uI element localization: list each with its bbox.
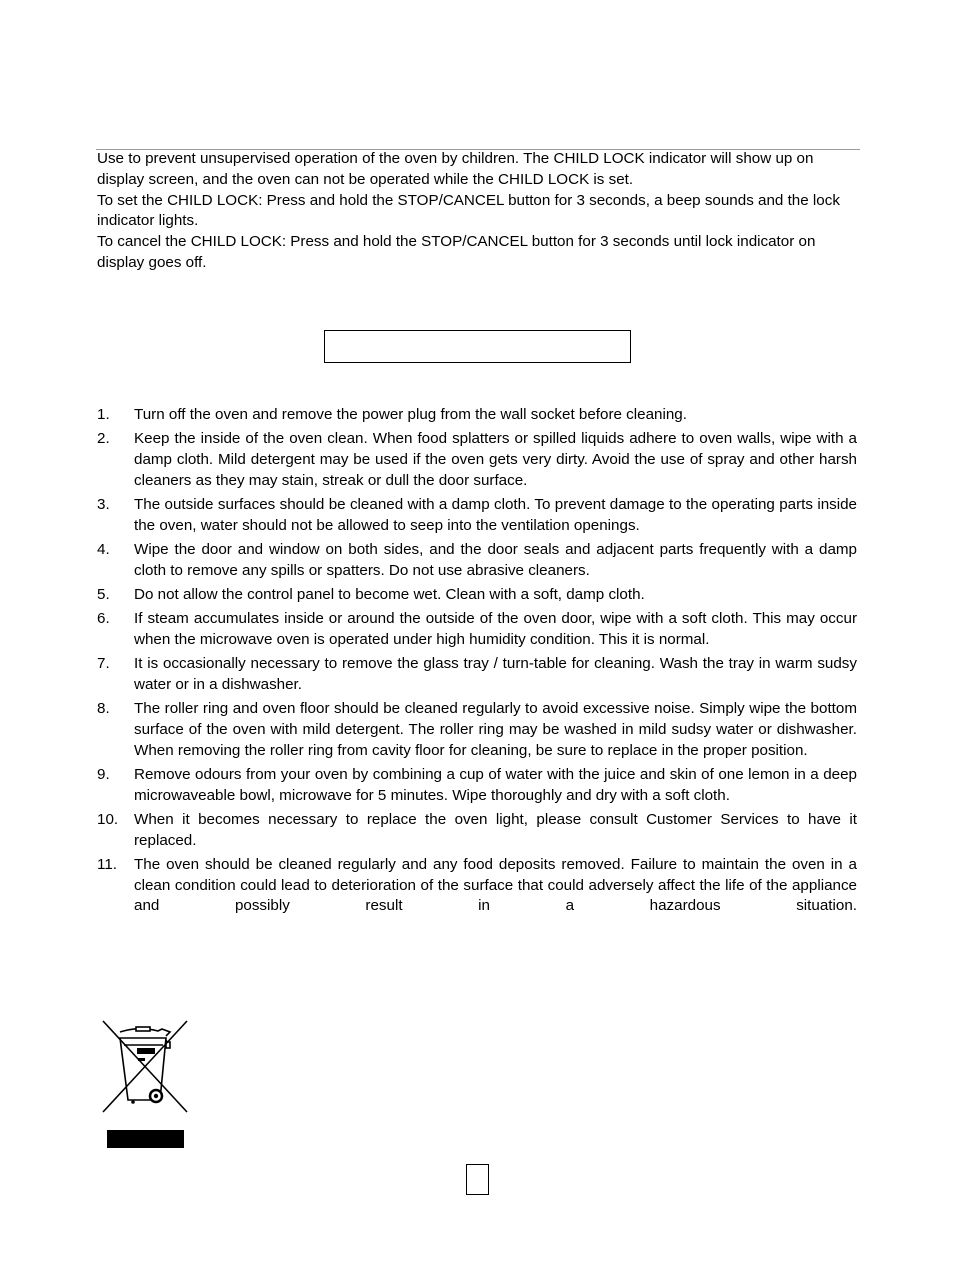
list-item: [97, 495, 857, 537]
list-item-text: When it becomes necessary to replace the oven light, please consult Customer Services to have it replaced.: [134, 810, 857, 849]
list-item-text: Remove odours from your oven by combining a cup of water with the juice and skin of one lemon in a deep microwaveable bowl, microwave for 5 minutes. Wipe thoroughly and dry with a soft cloth.: [134, 765, 857, 804]
list-item: [97, 405, 857, 426]
list-item-number: 9.: [97, 765, 110, 783]
crossed-out-wheelie-bin-icon: [100, 1018, 190, 1114]
list-item-number: 4.: [97, 540, 110, 558]
list-item: [97, 855, 857, 917]
list-item: [97, 810, 857, 852]
list-item-text: The roller ring and oven floor should be cleaned regularly to avoid excessive noise. Simply wipe the bottom surface of the oven with mild detergent. The roller ring may be washed in mild sudsy water or dishwasher. When removing the roller ring from cavity floor for cleaning, be sure to replace in the proper position.: [134, 700, 857, 759]
list-item-text: The outside surfaces should be cleaned with a damp cloth. To prevent damage to the operating parts inside the oven, water should not be allowed to seep into the ventilation openings.: [134, 495, 857, 534]
list-item-number: 10.: [97, 810, 119, 828]
list-item: [97, 609, 857, 651]
list-item-text: Turn off the oven and remove the power plug from the wall socket before cleaning.: [134, 406, 687, 423]
care-cleaning-list: [97, 405, 857, 921]
list-item-text: The oven should be cleaned regularly and any food deposits removed. Failure to maintain the oven in a clean condition could lead to deterioration of the surface that could adversely affect the life of the appliance and possibly result in a hazardous situation.: [134, 855, 857, 915]
list-item: [97, 585, 857, 606]
list-item-text: It is occasionally necessary to remove the glass tray / turn-table for cleaning. Wash the tray in warm sudsy water or in a dishwasher.: [134, 655, 857, 693]
child-lock-cancel-instructions: To cancel the CHILD LOCK: Press and hold the STOP/CANCEL button for 3 seconds until lock indicator on display goes off.: [97, 233, 816, 271]
list-item: [97, 699, 857, 761]
list-item-number: 7.: [97, 655, 110, 673]
list-item-text: Do not allow the control panel to become wet. Clean with a soft, damp cloth.: [134, 585, 645, 603]
list-item-number: 5.: [97, 585, 110, 603]
list-item-number: 6.: [97, 610, 110, 628]
child-lock-description: Use to prevent unsupervised operation of the oven by children. The CHILD LOCK indicator will show up on display screen, and the oven can not be operated while the CHILD LOCK is set.: [97, 150, 814, 188]
weee-solid-bar: [107, 1130, 184, 1148]
child-lock-section: [97, 149, 859, 274]
list-item-text: Keep the inside of the oven clean. When food splatters or spilled liquids adhere to oven walls, wipe with a damp cloth. Mild detergent may be used if the oven gets very dirty. Avoid the use of spray and other harsh cleaners as they may stain, streak or dull the door surface.: [134, 430, 857, 489]
list-item-number: 1.: [97, 406, 110, 423]
list-item-number: 8.: [97, 700, 110, 718]
list-item-number: 11.: [97, 855, 117, 873]
list-item-number: 3.: [97, 495, 110, 513]
list-item: [97, 765, 857, 807]
page-number-box: [466, 1164, 489, 1195]
list-item: [97, 429, 857, 491]
list-item-text: Wipe the door and window on both sides, and the door seals and adjacent parts frequently with a damp cloth to remove any spills or spatters. Do not use abrasive cleaners.: [134, 540, 857, 579]
child-lock-set-instructions: To set the CHILD LOCK: Press and hold the STOP/CANCEL button for 3 seconds, a beep sounds and the lock indicator lights.: [97, 191, 840, 230]
list-item-text: If steam accumulates inside or around the outside of the oven door, wipe with a soft cloth. This may occur when the microwave oven is operated under high humidity condition. This it is normal.: [134, 610, 857, 648]
list-item: [97, 654, 857, 696]
section-heading-box: [324, 330, 631, 363]
list-item-number: 2.: [97, 430, 110, 448]
list-item: [97, 540, 857, 582]
